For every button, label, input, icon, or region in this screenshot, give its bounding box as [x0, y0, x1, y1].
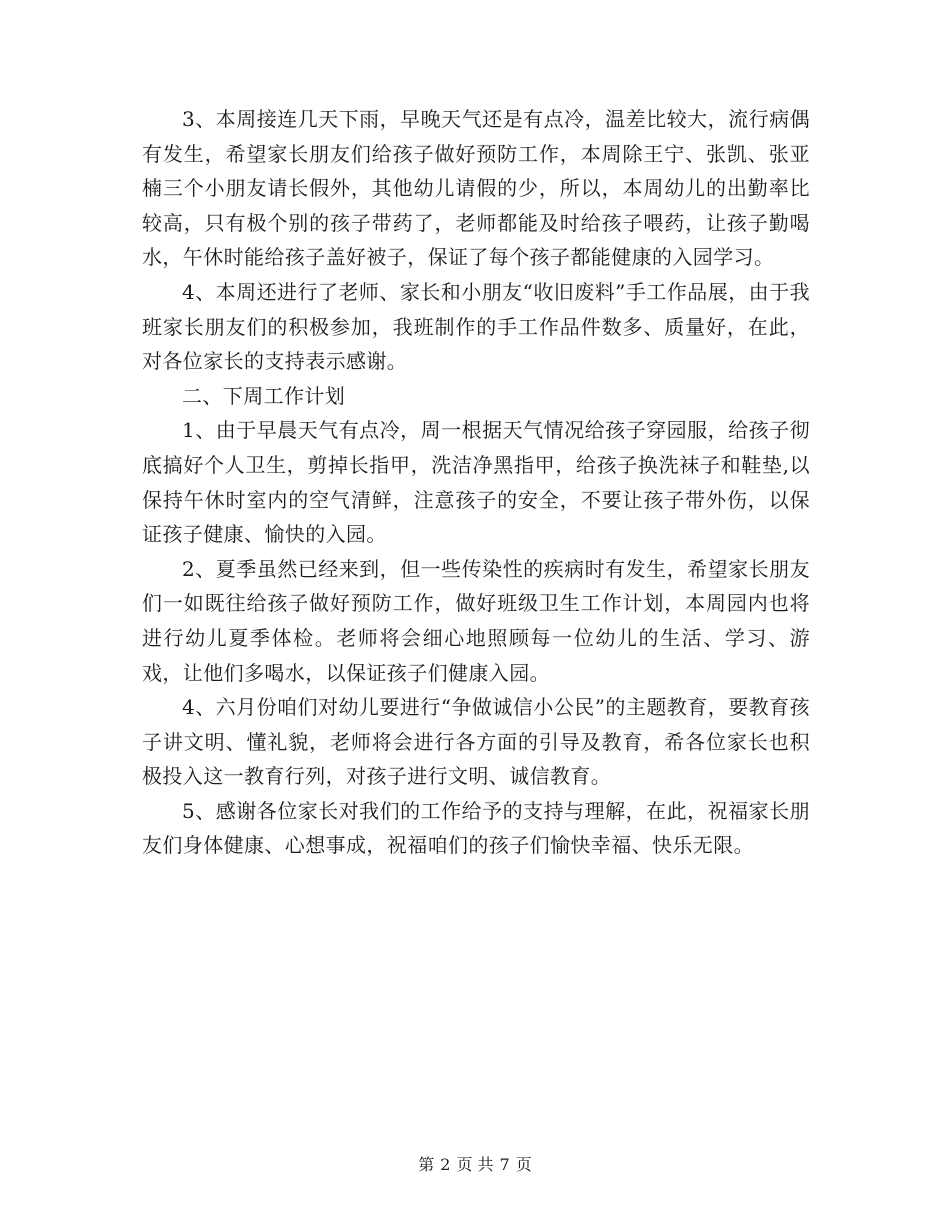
paragraph-item-4-exhibition: 4、本周还进行了老师、家长和小朋友“收旧废料”手工作品展，由于我班家长朋友们的积极参加，我班制作的手工作品件数多、质量好，在此，对各位家长的支持表示感谢。 — [142, 279, 810, 374]
footer-prefix: 第 — [418, 1155, 435, 1174]
paragraph-plan-4: 4、六月份咱们对幼儿要进行“争做诚信小公民”的主题教育，要教育孩子讲文明、懂礼貌，老师将会进行各方面的引导及教育，希各位家长也积极投入这一教育行列，对孩子进行文明、诚信教育。 — [142, 695, 810, 789]
footer-middle: 页 共 — [456, 1155, 494, 1174]
footer-suffix: 页 — [515, 1155, 532, 1174]
page-footer — [0, 1154, 950, 1176]
footer-total-pages: 7 — [499, 1155, 510, 1174]
footer-page-number: 2 — [440, 1155, 451, 1174]
paragraph-plan-2: 2、夏季虽然已经来到，但一些传染性的疾病时有发生，希望家长朋友们一如既往给孩子做好预防工作，做好班级卫生工作计划，本周园内也将进行幼儿夏季体检。老师将会细心地照顾每一位幼儿的生活、学习、游戏，让他们多喝水，以保证孩子们健康入园。 — [142, 556, 810, 685]
paragraph-plan-5: 5、感谢各位家长对我们的工作给予的支持与理解，在此，祝福家长朋友们身体健康、心想事成，祝福咱们的孩子们愉快幸福、快乐无限。 — [142, 798, 810, 858]
paragraph-item-3: 3、本周接连几天下雨，早晚天气还是有点冷，温差比较大，流行病偶有发生，希望家长朋友们给孩子做好预防工作，本周除王宁、张凯、张亚楠三个小朋友请长假外，其他幼儿请假的少，所以，本周幼儿的出勤率比较高，只有极个别的孩子带药了，老师都能及时给孩子喂药，让孩子勤喝水，午休时能给孩子盖好被子，保证了每个孩子都能健康的入园学习。 — [142, 107, 810, 270]
document-body — [142, 102, 810, 863]
section-heading-next-week-plan: 二、下周工作计划 — [182, 383, 346, 408]
paragraph-plan-1: 1、由于早晨天气有点冷，周一根据天气情况给孩子穿园服，给孩子彻底搞好个人卫生，剪掉长指甲，洗洁净黑指甲，给孩子换洗袜子和鞋垫,以保持午休时室内的空气清鲜，注意孩子的安全，不要让孩子带外伤，以保证孩子健康、愉快的入园。 — [142, 418, 810, 547]
